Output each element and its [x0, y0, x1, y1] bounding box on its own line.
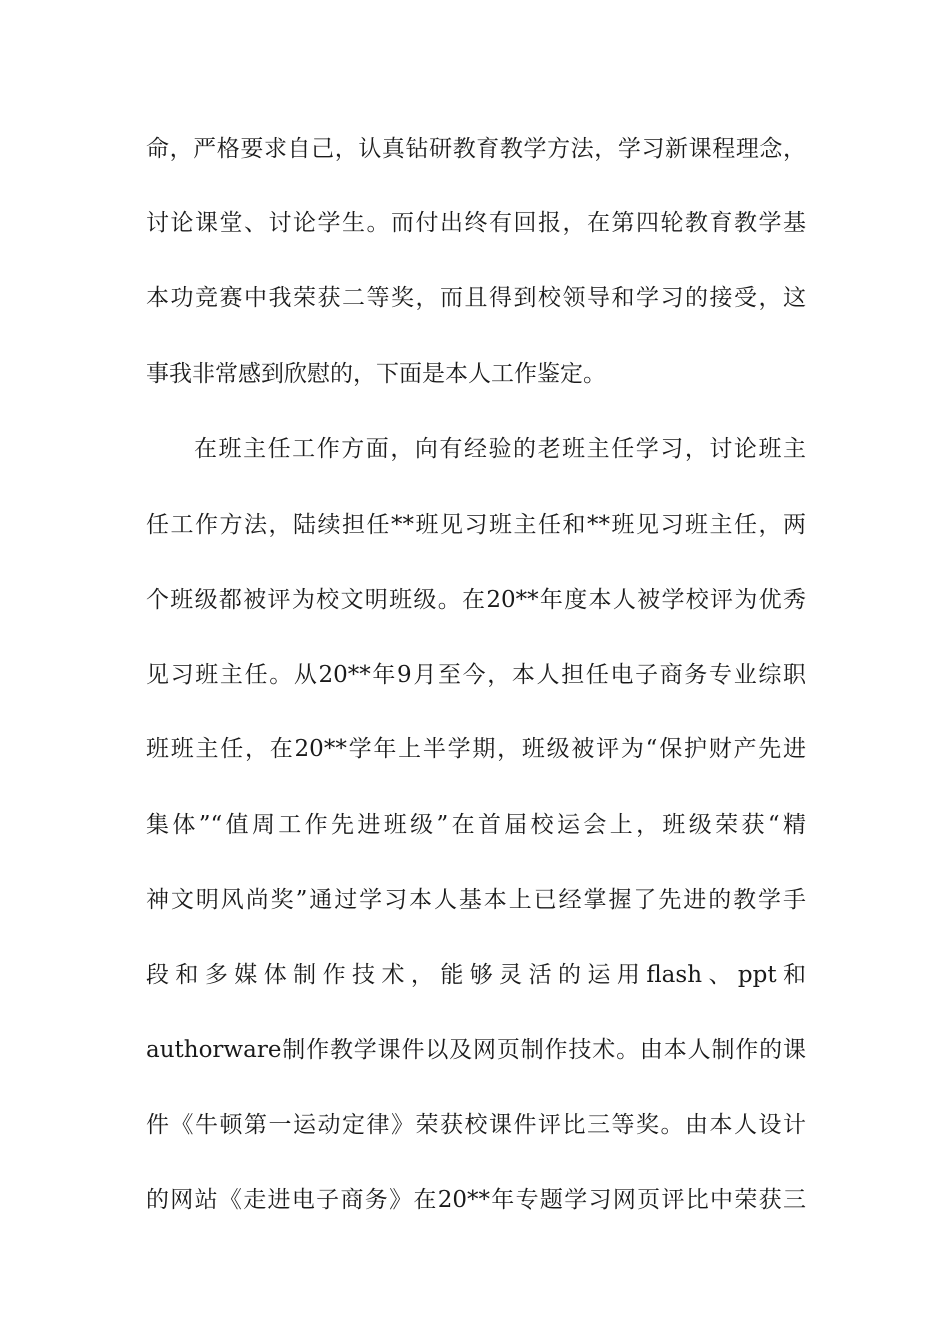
text-line: 段和多媒体制作技术，能够灵活的运用flash、ppt和 [146, 962, 806, 988]
text-line: 在班主任工作方面，向有经验的老班主任学习，讨论班主 [194, 436, 806, 462]
text-line: 讨论课堂、讨论学生。而付出终有回报，在第四轮教育教学基 [146, 210, 806, 236]
text-line: 命，严格要求自己，认真钻研教育教学方法，学习新课程理念， [146, 136, 806, 162]
text-line: 本功竞赛中我荣获二等奖，而且得到校领导和学习的接受，这 [146, 285, 806, 311]
text-line: 事我非常感到欣慰的，下面是本人工作鉴定。 [146, 361, 606, 387]
text-line: 的网站《走进电子商务》在20**年专题学习网页评比中荣获三 [146, 1187, 806, 1213]
text-line: 个班级都被评为校文明班级。在20**年度本人被学校评为优秀 [146, 587, 806, 613]
text-line: 件《牛顿第一运动定律》荣获校课件评比三等奖。由本人设计 [146, 1112, 806, 1138]
text-line: 见习班主任。从20**年9月至今，本人担任电子商务专业综职 [146, 662, 806, 688]
text-line: 任工作方法，陆续担任**班见习班主任和**班见习班主任，两 [146, 512, 806, 538]
text-line: 集体”“值周工作先进班级”在首届校运会上，班级荣获“精 [146, 812, 806, 838]
text-line: 班班主任，在20**学年上半学期，班级被评为“保护财产先进 [146, 736, 806, 762]
text-line: 神文明风尚奖”通过学习本人基本上已经掌握了先进的教学手 [146, 887, 806, 913]
text-line: authorware制作教学课件以及网页制作技术。由本人制作的课 [146, 1037, 806, 1063]
